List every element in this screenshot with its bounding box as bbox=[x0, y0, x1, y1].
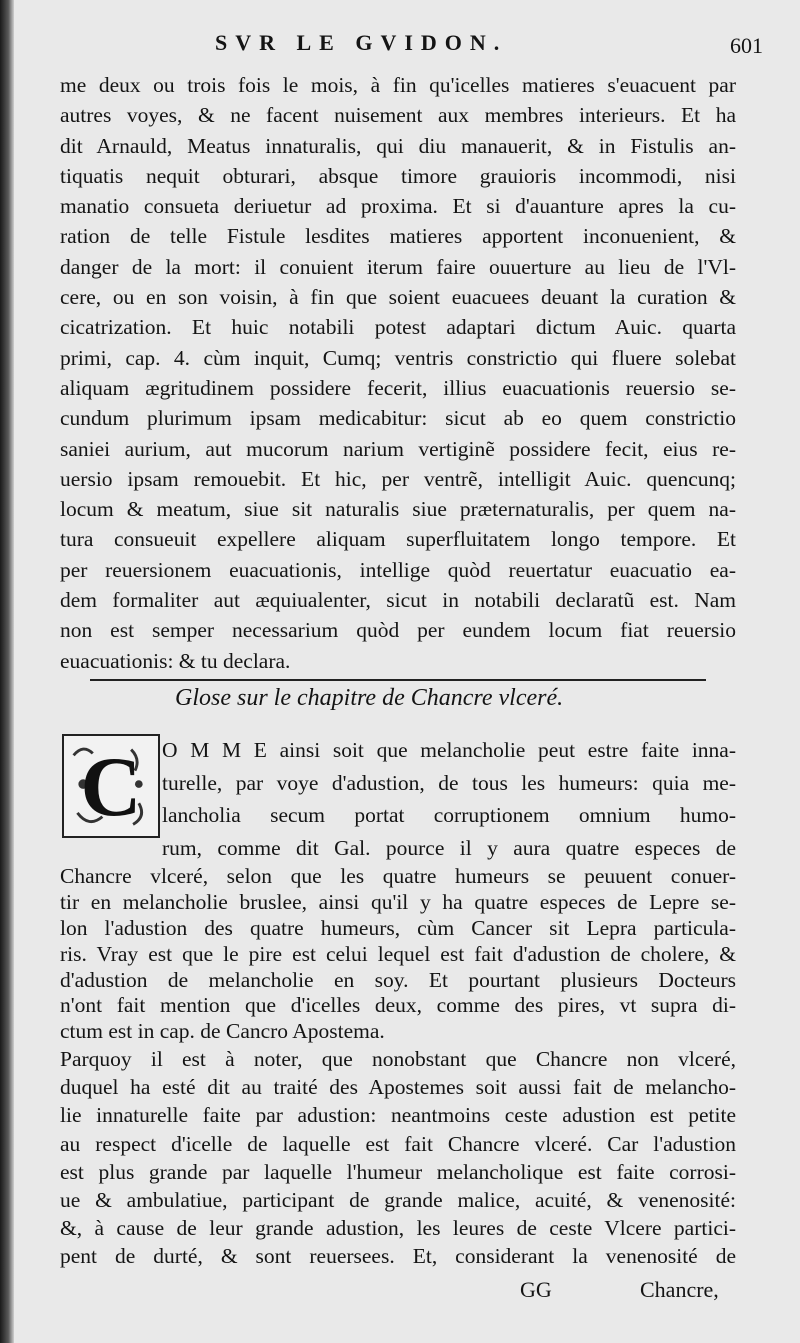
text-line: cere, ou en son voisin, à fin que soient euacuees deuant la curation & bbox=[60, 285, 736, 310]
text-line: ue & ambulatiue, participant de grande malice, acuité, & venenosité: bbox=[60, 1187, 736, 1212]
text-line: saniei aurium, aut mucorum narium vertiginẽ possidere fecit, eius re- bbox=[60, 436, 736, 461]
initial-letter: C bbox=[80, 740, 142, 834]
text-line: &, à cause de leur grande adustion, les leures de ceste Vlcere partici- bbox=[60, 1216, 736, 1241]
text-line: au respect d'icelle de laquelle est fait Chancre vlceré. Car l'adustion bbox=[60, 1131, 736, 1156]
text-line: aliquam ægritudinem possidere fecerit, illius euacuationis reuersio se- bbox=[60, 375, 736, 400]
text-line: lancholia secum portat corruptionem omnium humo- bbox=[162, 803, 736, 827]
decorated-initial bbox=[62, 734, 160, 838]
text-line: duquel ha esté dit au traité des Apostemes soit aussi fait de melancho- bbox=[60, 1075, 736, 1100]
text-line: Chancre vlceré, selon que les quatre humeurs se peuuent conuer- bbox=[60, 864, 736, 888]
gloss-paragraph-1 bbox=[60, 864, 736, 1045]
text-line: n'ont fait mention que d'icelles deux, comme des pires, vt supra di- bbox=[60, 993, 736, 1018]
text-line: O M M E ainsi soit que melancholie peut estre faite inna- bbox=[162, 738, 736, 762]
text-line: turelle, par voye d'adustion, de tous les humeurs: quia me- bbox=[162, 770, 736, 795]
book-spine-shadow bbox=[0, 0, 14, 1343]
text-line: lie innaturelle faite par adustion: neantmoins ceste adustion est petite bbox=[60, 1103, 736, 1128]
text-line: tir en melancholie bruslee, ainsi qu'il y ha quatre especes de Lepre se- bbox=[60, 889, 736, 914]
text-line: dem formaliter aut æquiualenter, sicut in notabili declaratũ est. Nam bbox=[60, 588, 736, 613]
catchword: Chancre, bbox=[640, 1277, 719, 1302]
initial-lines bbox=[162, 734, 736, 864]
text-line: cundum plurimum ipsam medicabitur: sicut ab eo quem constrictio bbox=[60, 406, 736, 431]
text-line: cicatrization. Et huic notabili potest adaptari dictum Auic. quarta bbox=[60, 315, 736, 340]
text-line: dit Arnauld, Meatus innaturalis, qui diu manauerit, & in Fistulis an- bbox=[60, 133, 736, 158]
text-line: rum, comme dit Gal. pource il y aura quatre especes de bbox=[162, 835, 736, 860]
ornamental-initial-c-icon bbox=[64, 736, 158, 836]
text-line: locum & meatum, siue sit naturalis siue præternaturalis, per quem na- bbox=[60, 497, 736, 522]
text-line: euacuationis: & tu declara. bbox=[60, 648, 291, 673]
text-line: ris. Vray est que le pire est celui lequel est fait d'adustion de cholere, & bbox=[60, 941, 736, 966]
text-line: pent de durté, & sont reuersees. Et, considerant la venenosité de bbox=[60, 1244, 736, 1269]
text-line: me deux ou trois fois le mois, à fin qu'icelles matieres s'euacuent par bbox=[60, 73, 736, 97]
gloss-title: Glose sur le chapitre de Chancre vlceré. bbox=[175, 685, 564, 711]
signature-mark: GG bbox=[520, 1277, 552, 1302]
page-number: 601 bbox=[730, 33, 763, 58]
text-line: ctum est in cap. de Cancro Apostema. bbox=[60, 1019, 385, 1044]
text-line: primi, cap. 4. cùm inquit, Cumq; ventris constrictio qui fluere solebat bbox=[60, 345, 736, 370]
text-line: tura consueuit expellere aliquam superfluitatem longo tempore. Et bbox=[60, 527, 736, 552]
text-line: manatio consueta deriuetur ad proxima. Et si d'auanture apres la cu- bbox=[60, 194, 736, 219]
top-paragraph bbox=[60, 70, 736, 676]
text-line: autres voyes, & ne facent nuisement aux membres interieurs. Et ha bbox=[60, 103, 736, 128]
running-title: SVR LE GVIDON. bbox=[215, 30, 508, 55]
text-line: d'adustion de melancholie en soy. Et pourtant plusieurs Docteurs bbox=[60, 967, 736, 992]
text-line: danger de la mort: il conuient iterum faire ouuerture au lieu de l'Vl- bbox=[60, 254, 736, 279]
section-rule bbox=[90, 679, 706, 681]
text-line: tiquatis nequit obturari, absque timore grauioris incommodi, nisi bbox=[60, 163, 736, 188]
text-line: uersio ipsam remouebit. Et hic, per ventrẽ, intelligit Auic. quencunq; bbox=[60, 466, 736, 491]
text-line: non est semper necessarium quòd per eundem locum fiat reuersio bbox=[60, 618, 736, 643]
page-header bbox=[0, 30, 800, 58]
text-line: lon l'adustion des quatre humeurs, cùm Cancer sit Lepra particula- bbox=[60, 915, 736, 940]
text-line: Parquoy il est à noter, que nonobstant que Chancre non vlceré, bbox=[60, 1047, 736, 1071]
text-line: ration de telle Fistule lesdites matieres apportent inconuenient, & bbox=[60, 224, 736, 249]
text-line: per reuersionem euacuationis, intellige quòd reuertatur euacuatio ea- bbox=[60, 557, 736, 582]
text-line: est plus grande par laquelle l'humeur melancholique est faite corrosi- bbox=[60, 1159, 736, 1184]
gloss-paragraph-2 bbox=[60, 1045, 736, 1271]
